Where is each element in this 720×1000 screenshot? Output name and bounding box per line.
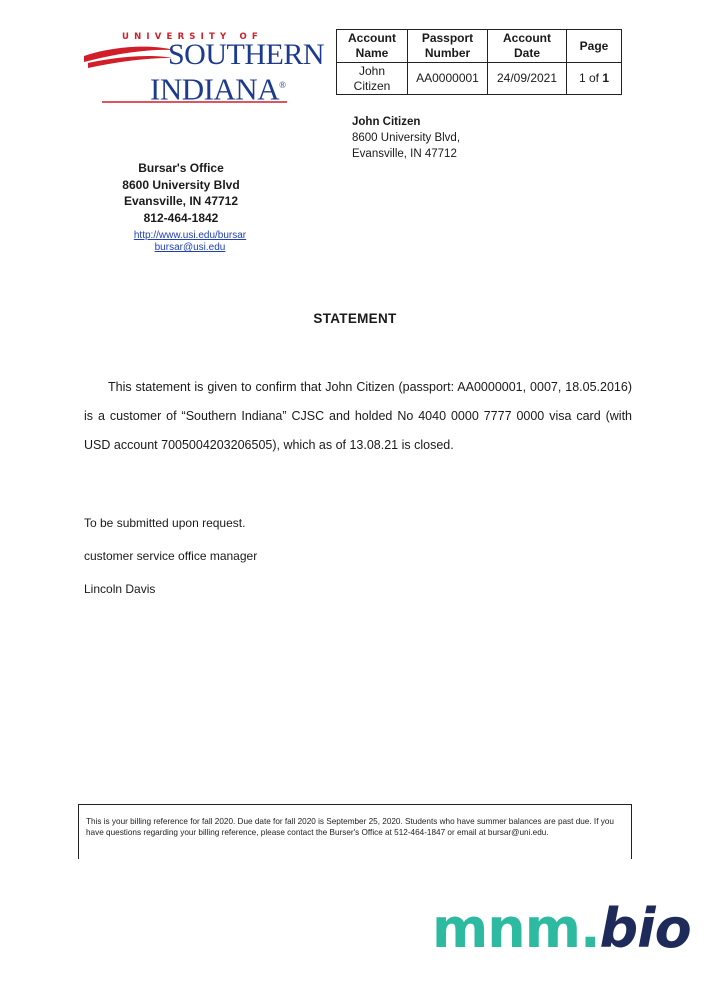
closing-line-role: customer service office manager: [84, 549, 258, 563]
cell-passport-number: AA0000001: [408, 63, 488, 95]
cell-account-date: 24/09/2021: [488, 63, 567, 95]
cell-account-name: John Citizen: [337, 63, 408, 95]
header-passport-number: Passport Number: [408, 30, 488, 63]
table-header-row: [337, 30, 622, 63]
document-title: STATEMENT: [313, 311, 397, 326]
header-account-name: Account Name: [337, 30, 408, 63]
recipient-address-line2: Evansville, IN 47712: [352, 148, 457, 160]
header-account-date: Account Date: [488, 30, 567, 63]
closing-line-signatory: Lincoln Davis: [84, 582, 156, 596]
billing-footer-text: This is your billing reference for fall 2020. Due date for fall 2020 is September 25, 2020. Students who have summer balances are past due. If you have questions regarding your billing reference, please contact the Burser's Office at 512-464-1847 or email at bursar@uni.edu.: [86, 817, 614, 837]
bursar-website-link[interactable]: http://www.usi.edu/bursar: [133, 230, 247, 241]
recipient-address: [352, 114, 460, 162]
bursar-address-line2: Evansville, IN 47712: [123, 194, 239, 208]
logo-word-indiana: INDIANA®: [150, 71, 286, 107]
recipient-address-line1: 8600 University Blvd,: [352, 132, 461, 144]
closing-line-request: To be submitted upon request.: [84, 516, 246, 530]
brand-part2: bio: [599, 897, 691, 960]
brand-part1: mnm.: [432, 897, 600, 960]
recipient-name: John Citizen: [352, 116, 421, 128]
bursar-office-block: [120, 160, 242, 226]
bursar-links: [110, 230, 270, 254]
bursar-phone: 812-464-1842: [143, 210, 219, 225]
billing-footer-note: [78, 804, 632, 859]
logo-top-line: UNIVERSITY OF: [122, 32, 263, 42]
brand-watermark: [432, 897, 691, 960]
bursar-office-name: Bursar's Office: [138, 161, 224, 175]
statement-body: [84, 373, 632, 460]
bursar-address-line1: 8600 University Blvd: [122, 177, 240, 192]
cell-page: 1 of 1: [567, 63, 622, 95]
university-logo: [82, 32, 325, 107]
header-page: Page: [567, 30, 622, 63]
account-info-table: [336, 29, 622, 95]
statement-paragraph: This statement is given to confirm that John Citizen (passport: AA0000001, 0007, 18.05.2016) is a customer of “Southern Indiana” CJSC and holded No 4040 0000 7777 0000 visa card (with USD account 7005004203206505), which as of 13.08.21 is closed.: [84, 380, 632, 452]
table-row: [337, 63, 622, 95]
logo-word-southern: SOUTHERN: [168, 38, 325, 71]
bursar-email-link[interactable]: bursar@usi.edu: [154, 242, 226, 253]
